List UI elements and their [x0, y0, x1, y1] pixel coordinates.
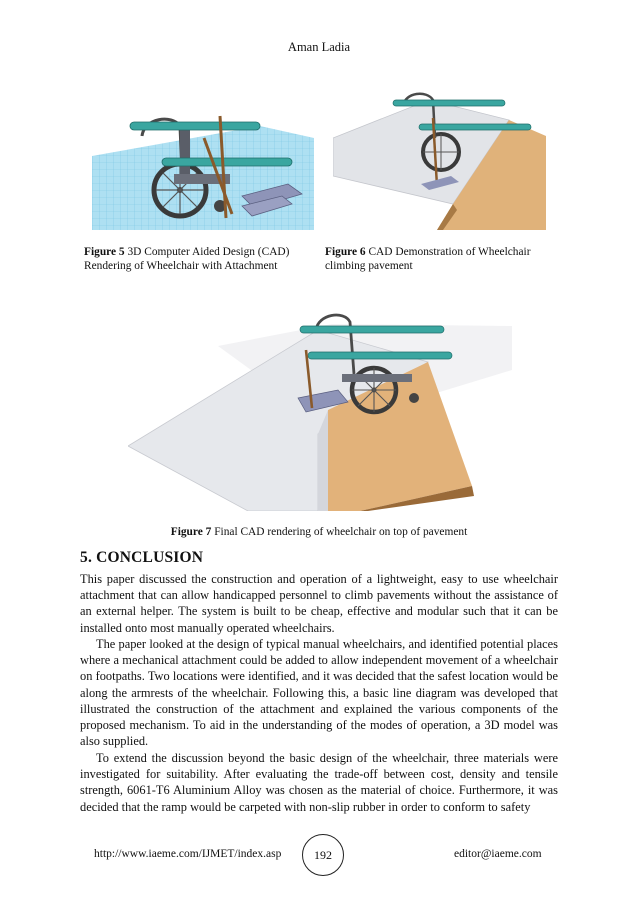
- figure-7-image: [128, 290, 512, 511]
- page-number: [302, 834, 344, 876]
- paragraph-1: This paper discussed the construction and operation of a lightweight, easy to use wheelchair attachment that can allow handicapped personnel to climb pavements without the assistance of an external helper. The system is built to be cheap, effective and modular such that it can be installed onto most manually operated wheelchairs.: [80, 572, 558, 635]
- page-number-text: 192: [314, 847, 332, 862]
- figure-5-caption: Figure 5 3D Computer Aided Design (CAD) Rendering of Wheelchair with Attachment: [84, 246, 290, 272]
- figure-6-caption: Figure 6 CAD Demonstration of Wheelchair climbing pavement: [325, 246, 531, 272]
- paragraph-2: The paper looked at the design of typical manual wheelchairs, and identified potential places where a mechanical attachment could be added to allow independent movement of a wheelchair on footpaths. Two locations were identified, and it was decided that the safest location would be along the armrests of the wheelchair. Following this, a basic line diagram was developed that illustrated the construction of the attachment and explained the various components of the proposed mechanism. To aid in the understanding of the modes of operation, a 3D model was also supplied.: [80, 637, 558, 749]
- figure-6-image: [333, 78, 546, 230]
- figure-5-image: [92, 78, 314, 230]
- section-heading: 5. CONCLUSION: [80, 549, 204, 566]
- figure-7-caption: Figure 7 Final CAD rendering of wheelchair on top of pavement: [170, 526, 468, 538]
- running-header: Aman Ladia: [287, 40, 351, 54]
- footer-url[interactable]: http://www.iaeme.com/IJMET/index.asp: [94, 848, 282, 860]
- paragraph-3: To extend the discussion beyond the basic design of the wheelchair, three materials were investigated for suitability. After evaluating the trade-off between cost, density and tensile strength, 6061-T6 Aluminium Alloy was chosen as the material of choice. Furthermore, it was decided that the ramp would be carpeted with non-slip rubber in order to conform to safety: [80, 751, 558, 814]
- footer-email[interactable]: editor@iaeme.com: [454, 848, 542, 860]
